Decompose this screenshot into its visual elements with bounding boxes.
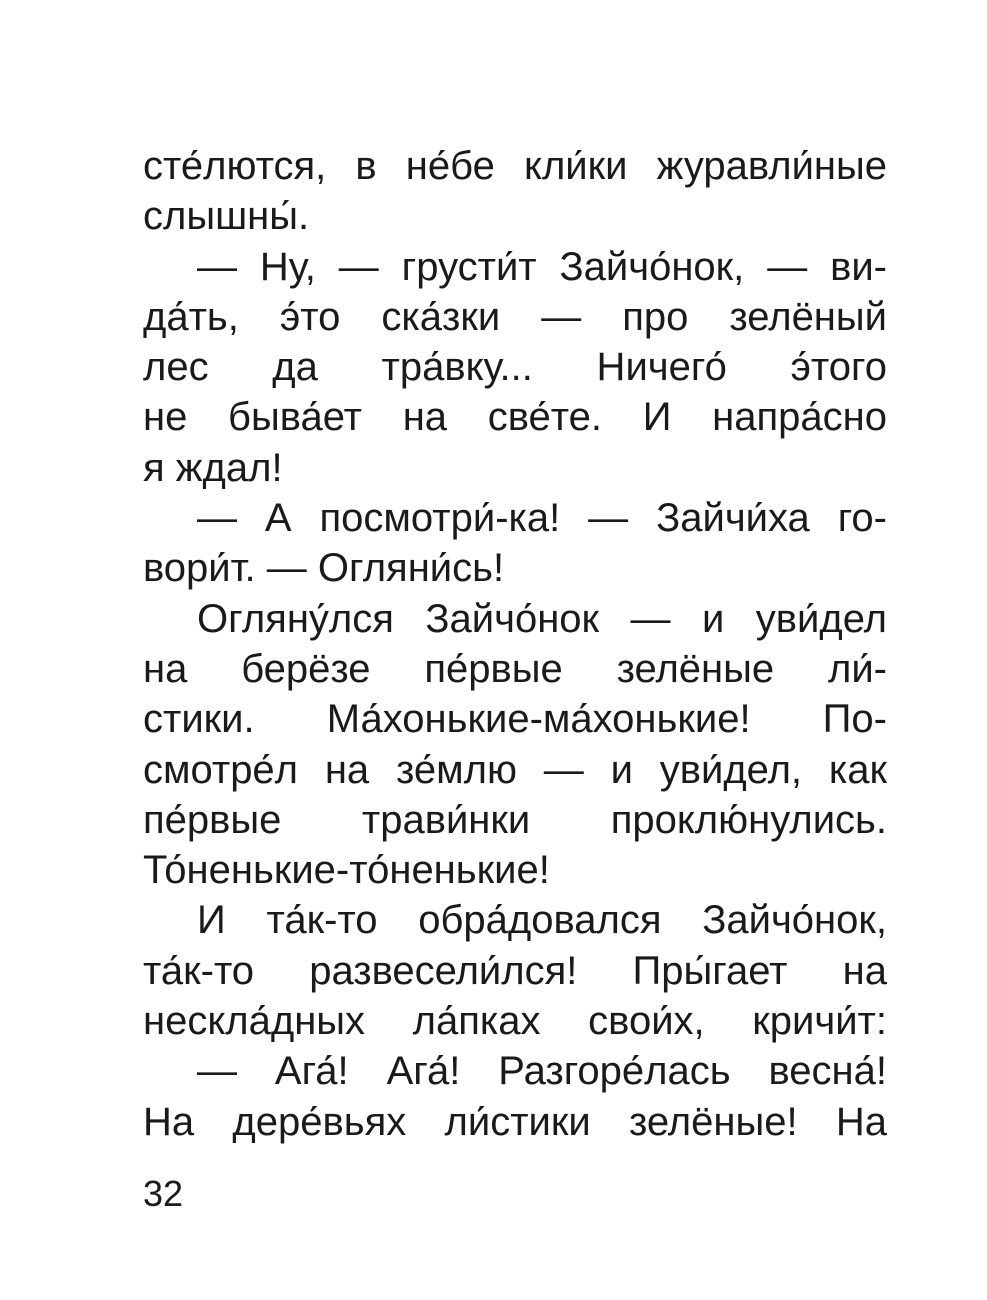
text-line: на берёзе пе́рвые зелёные ли́- <box>143 646 887 691</box>
text-line: та́к-то развесели́лся! Пры́гает на <box>143 948 887 993</box>
text-line: я ждал! <box>143 445 283 490</box>
text-line: На дере́вьях ли́стики зелёные! На <box>143 1099 887 1144</box>
text-line: — А посмотри́-ка! — Зайчи́ха го- <box>197 496 887 541</box>
text-line: стики. Ма́хонькие-ма́хонькие! По- <box>143 697 887 742</box>
text-line: сте́лются, в не́бе кли́ки журавли́ные <box>143 144 887 188</box>
text-line: И та́к-то обра́довался Зайчо́нок, <box>197 898 887 943</box>
body-text <box>143 141 887 1147</box>
text-line: не быва́ет на све́те. И напра́сно <box>143 395 887 440</box>
text-line: да́ть, э́то ска́зки — про зелёный <box>143 294 887 339</box>
text-line: вори́т. — Огляни́сь! <box>143 546 505 591</box>
text-line: — Ага́! Ага́! Разгоре́лась весна́! <box>197 1049 887 1094</box>
text-line: нескла́дных ла́пках свои́х, кричи́т: <box>143 999 887 1044</box>
text-line: пе́рвые трави́нки проклю́нулись. <box>143 797 887 842</box>
text-line: Огляну́лся Зайчо́нок — и уви́дел <box>197 596 887 641</box>
text-line: лес да тра́вку... Ничего́ э́того <box>143 345 887 390</box>
page-number: 32 <box>143 1173 184 1214</box>
text-line: смотре́л на зе́млю — и уви́дел, как <box>143 747 887 792</box>
text-line: слышны́. <box>143 194 310 239</box>
text-line: — Ну, — грусти́т Зайчо́нок, — ви- <box>197 244 887 289</box>
text-line: То́ненькие-то́ненькие! <box>143 848 550 893</box>
